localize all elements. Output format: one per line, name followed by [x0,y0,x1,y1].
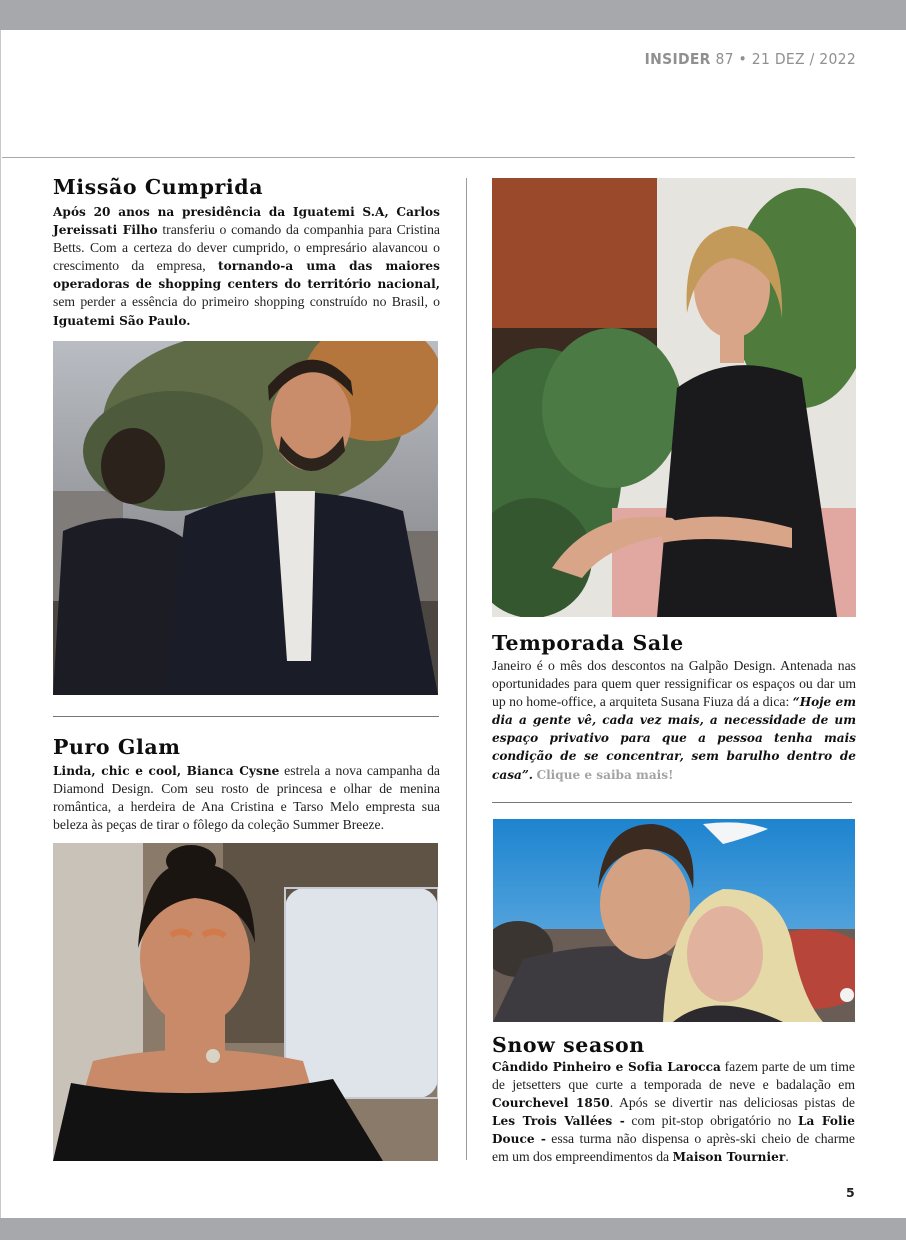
issue-date: 21 DEZ / 2022 [751,50,856,68]
photo-snow [493,819,855,1022]
snow-text-10: . [785,1149,789,1165]
snow-text-5: Les Trois Vallées - [492,1114,625,1129]
snow-text [492,1058,855,1167]
header-rule [2,157,855,158]
puro-text-2: estrela a nova campanha da Diamond Design. Com seu rosto de princesa e olhar de menina romântica, a herdeira de Ana Cristina e Tarso Melo empresta sua beleza às peças de tirar o fôlego da coleção Summer Breeze. [53,763,440,833]
missao-title: Missão Cumprida [53,175,264,199]
issue-separator: • [738,50,748,68]
temporada-title: Temporada Sale [492,631,684,655]
page-edge [0,30,1,1218]
puro-text [53,762,440,834]
snow-text-8: essa turma não dispensa o après-ski cheio de charme em um dos empreendimentos da [492,1131,855,1165]
snow-text-6: com pit-stop obrigatório no [624,1113,798,1129]
snow-title: Snow season [492,1033,645,1057]
snow-text-4: . Após se divertir nas deliciosas pistas de [609,1095,855,1111]
missao-text-3: tornando-a uma das maiores operadoras de shopping centers do território nacional, [53,259,440,292]
issue-number: 87 [715,50,734,68]
page-number: 5 [846,1185,855,1200]
temporada-link[interactable]: Clique e saiba mais! [536,767,674,782]
top-band [0,0,906,30]
column-divider [466,178,467,1160]
snow-text-1: Cândido Pinheiro e Sofia Larocca [492,1060,721,1074]
missao-text [53,203,440,330]
snow-text-2: fazem parte de um time de jetsetters que curte a temporada de neve e badalação em [492,1059,855,1093]
snow-text-3: Courchevel 1850 [492,1096,610,1111]
photo-missao [53,341,438,695]
puro-text-1: Linda, chic e cool, Bianca Cysne [53,764,280,778]
snow-text-7: La Folie Douce - [492,1114,855,1147]
missao-text-4: sem perder a essência do primeiro shopping construído no Brasil, o [53,294,440,310]
missao-text-5: Iguatemi São Paulo. [53,313,191,328]
missao-text-1: Após 20 anos na presidência da Iguatemi S.A, Carlos Jereissati Filho [53,205,440,238]
puro-title: Puro Glam [53,735,181,759]
missao-text-2: transferiu o comando da companhia para Cristina Betts. Com a certeza do dever cumprido, o empresário alavancou o crescimento da empresa, [53,222,440,274]
section-rule-right [492,802,852,803]
section-rule-left [53,716,439,717]
photo-temporada [492,178,856,617]
photo-puro [53,843,438,1161]
snow-text-9: Maison Tournier [672,1150,786,1165]
temporada-text-1: Janeiro é o mês dos descontos na Galpão Design. Antenada nas oportunidades para quem quer ressignificar os espaços ou dar um up no home-office, a arquiteta Susana Fiuza dá a dica: [492,658,856,710]
issue-info [645,50,856,68]
bottom-band [0,1218,906,1240]
temporada-quote: “Hoje em dia a gente vê, cada vez mais, a necessidade de um espaço privativo para que a pessoa tenha mais condição de se concentrar, sem barulho dentro de casa”. [492,695,856,782]
temporada-text [492,657,856,784]
publication-name: INSIDER [644,50,711,68]
